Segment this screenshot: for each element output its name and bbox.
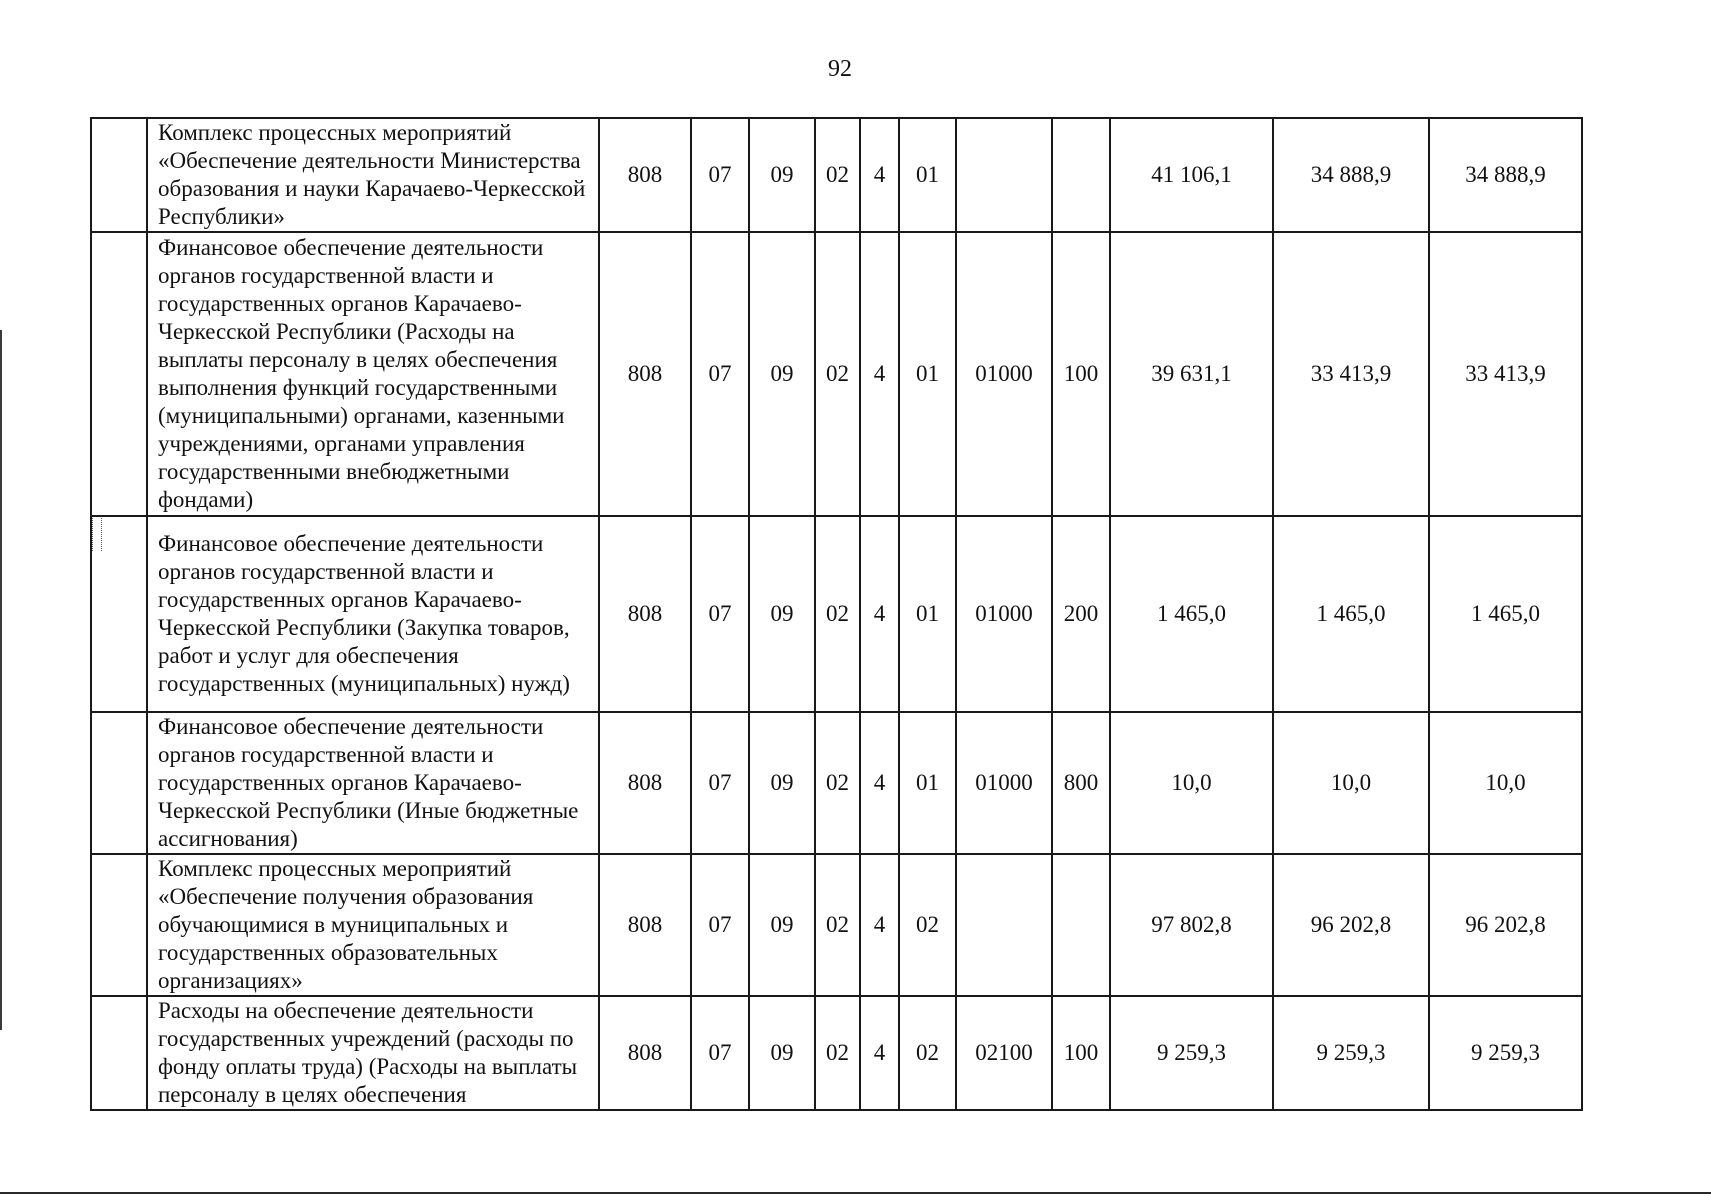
page-number: 92 (828, 56, 852, 82)
type-code: 4 (860, 712, 899, 854)
row-index (91, 712, 147, 854)
amount-year-1: 9 259,3 (1110, 996, 1273, 1110)
budget-table-body (91, 118, 1582, 1110)
direction-code: 01000 (956, 712, 1052, 854)
ministry-code: 808 (599, 996, 691, 1110)
amount-year-3: 33 413,9 (1429, 232, 1582, 516)
row-description: Расходы на обеспечение деятельности государственных учреждений (расходы по фонду оплаты труда) (Расходы на выплаты персоналу в целях обеспечения (147, 996, 599, 1110)
amount-year-3: 9 259,3 (1429, 996, 1582, 1110)
amount-year-3: 96 202,8 (1429, 854, 1582, 996)
ministry-code: 808 (599, 854, 691, 996)
direction-code (956, 118, 1052, 232)
table-row (91, 232, 1582, 516)
amount-year-1: 97 802,8 (1110, 854, 1273, 996)
row-description: Комплекс процессных мероприятий «Обеспечение получения образования обучающимися в муниципальных и государственных образовательных организациях» (147, 854, 599, 996)
section-code: 07 (691, 232, 749, 516)
row-description: Финансовое обеспечение деятельности органов государственной власти и государственных органов Карачаево-Черкесской Республики (Закупка товаров, работ и услуг для обеспечения государственных (муниципальных) нужд) (147, 516, 599, 712)
section-code: 07 (691, 118, 749, 232)
expense-type-code: 100 (1052, 232, 1110, 516)
amount-year-2: 33 413,9 (1273, 232, 1429, 516)
program-code: 02 (815, 712, 860, 854)
section-code: 07 (691, 516, 749, 712)
type-code: 4 (860, 232, 899, 516)
subsection-code: 09 (749, 996, 815, 1110)
type-code: 4 (860, 996, 899, 1110)
row-index (91, 516, 147, 712)
subsection-code: 09 (749, 712, 815, 854)
expense-type-code: 800 (1052, 712, 1110, 854)
direction-code: 01000 (956, 516, 1052, 712)
row-description: Комплекс процессных мероприятий «Обеспечение деятельности Министерства образования и науки Карачаево-Черкесской Республики» (147, 118, 599, 232)
direction-code: 02100 (956, 996, 1052, 1110)
table-row (91, 996, 1582, 1110)
ministry-code: 808 (599, 118, 691, 232)
type-code: 4 (860, 516, 899, 712)
section-code: 07 (691, 854, 749, 996)
ministry-code: 808 (599, 232, 691, 516)
amount-year-2: 10,0 (1273, 712, 1429, 854)
subsection-code: 09 (749, 854, 815, 996)
table-row (91, 712, 1582, 854)
complex-code: 02 (899, 854, 956, 996)
amount-year-1: 1 465,0 (1110, 516, 1273, 712)
row-index (91, 232, 147, 516)
subsection-code: 09 (749, 232, 815, 516)
program-code: 02 (815, 996, 860, 1110)
ministry-code: 808 (599, 516, 691, 712)
subsection-code: 09 (749, 516, 815, 712)
amount-year-3: 10,0 (1429, 712, 1582, 854)
row-index (91, 118, 147, 232)
budget-table (90, 117, 1583, 1111)
table-row (91, 854, 1582, 996)
row-index (91, 854, 147, 996)
type-code: 4 (860, 118, 899, 232)
expense-type-code: 200 (1052, 516, 1110, 712)
amount-year-2: 96 202,8 (1273, 854, 1429, 996)
type-code: 4 (860, 854, 899, 996)
row-description: Финансовое обеспечение деятельности органов государственной власти и государственных органов Карачаево-Черкесской Республики (Расходы на выплаты персоналу в целях обеспечения выполнения функций государственными (муниципальными) органами, казенными учреждениями, органами управления государственными внебюджетными фондами) (147, 232, 599, 516)
direction-code: 01000 (956, 232, 1052, 516)
amount-year-3: 1 465,0 (1429, 516, 1582, 712)
complex-code: 02 (899, 996, 956, 1110)
table-row (91, 516, 1582, 712)
program-code: 02 (815, 118, 860, 232)
amount-year-1: 10,0 (1110, 712, 1273, 854)
table-row (91, 118, 1582, 232)
expense-type-code (1052, 118, 1110, 232)
amount-year-2: 1 465,0 (1273, 516, 1429, 712)
section-code: 07 (691, 712, 749, 854)
program-code: 02 (815, 516, 860, 712)
ministry-code: 808 (599, 712, 691, 854)
program-code: 02 (815, 232, 860, 516)
amount-year-3: 34 888,9 (1429, 118, 1582, 232)
row-description: Финансовое обеспечение деятельности органов государственной власти и государственных органов Карачаево-Черкесской Республики (Иные бюджетные ассигнования) (147, 712, 599, 854)
program-code: 02 (815, 854, 860, 996)
section-code: 07 (691, 996, 749, 1110)
expense-type-code: 100 (1052, 996, 1110, 1110)
amount-year-2: 9 259,3 (1273, 996, 1429, 1110)
expense-type-code (1052, 854, 1110, 996)
amount-year-2: 34 888,9 (1273, 118, 1429, 232)
amount-year-1: 41 106,1 (1110, 118, 1273, 232)
scan-edge (0, 330, 2, 1030)
row-index (91, 996, 147, 1110)
scan-bottom-line (0, 1192, 1711, 1194)
complex-code: 01 (899, 516, 956, 712)
complex-code: 01 (899, 232, 956, 516)
complex-code: 01 (899, 712, 956, 854)
amount-year-1: 39 631,1 (1110, 232, 1273, 516)
complex-code: 01 (899, 118, 956, 232)
subsection-code: 09 (749, 118, 815, 232)
direction-code (956, 854, 1052, 996)
